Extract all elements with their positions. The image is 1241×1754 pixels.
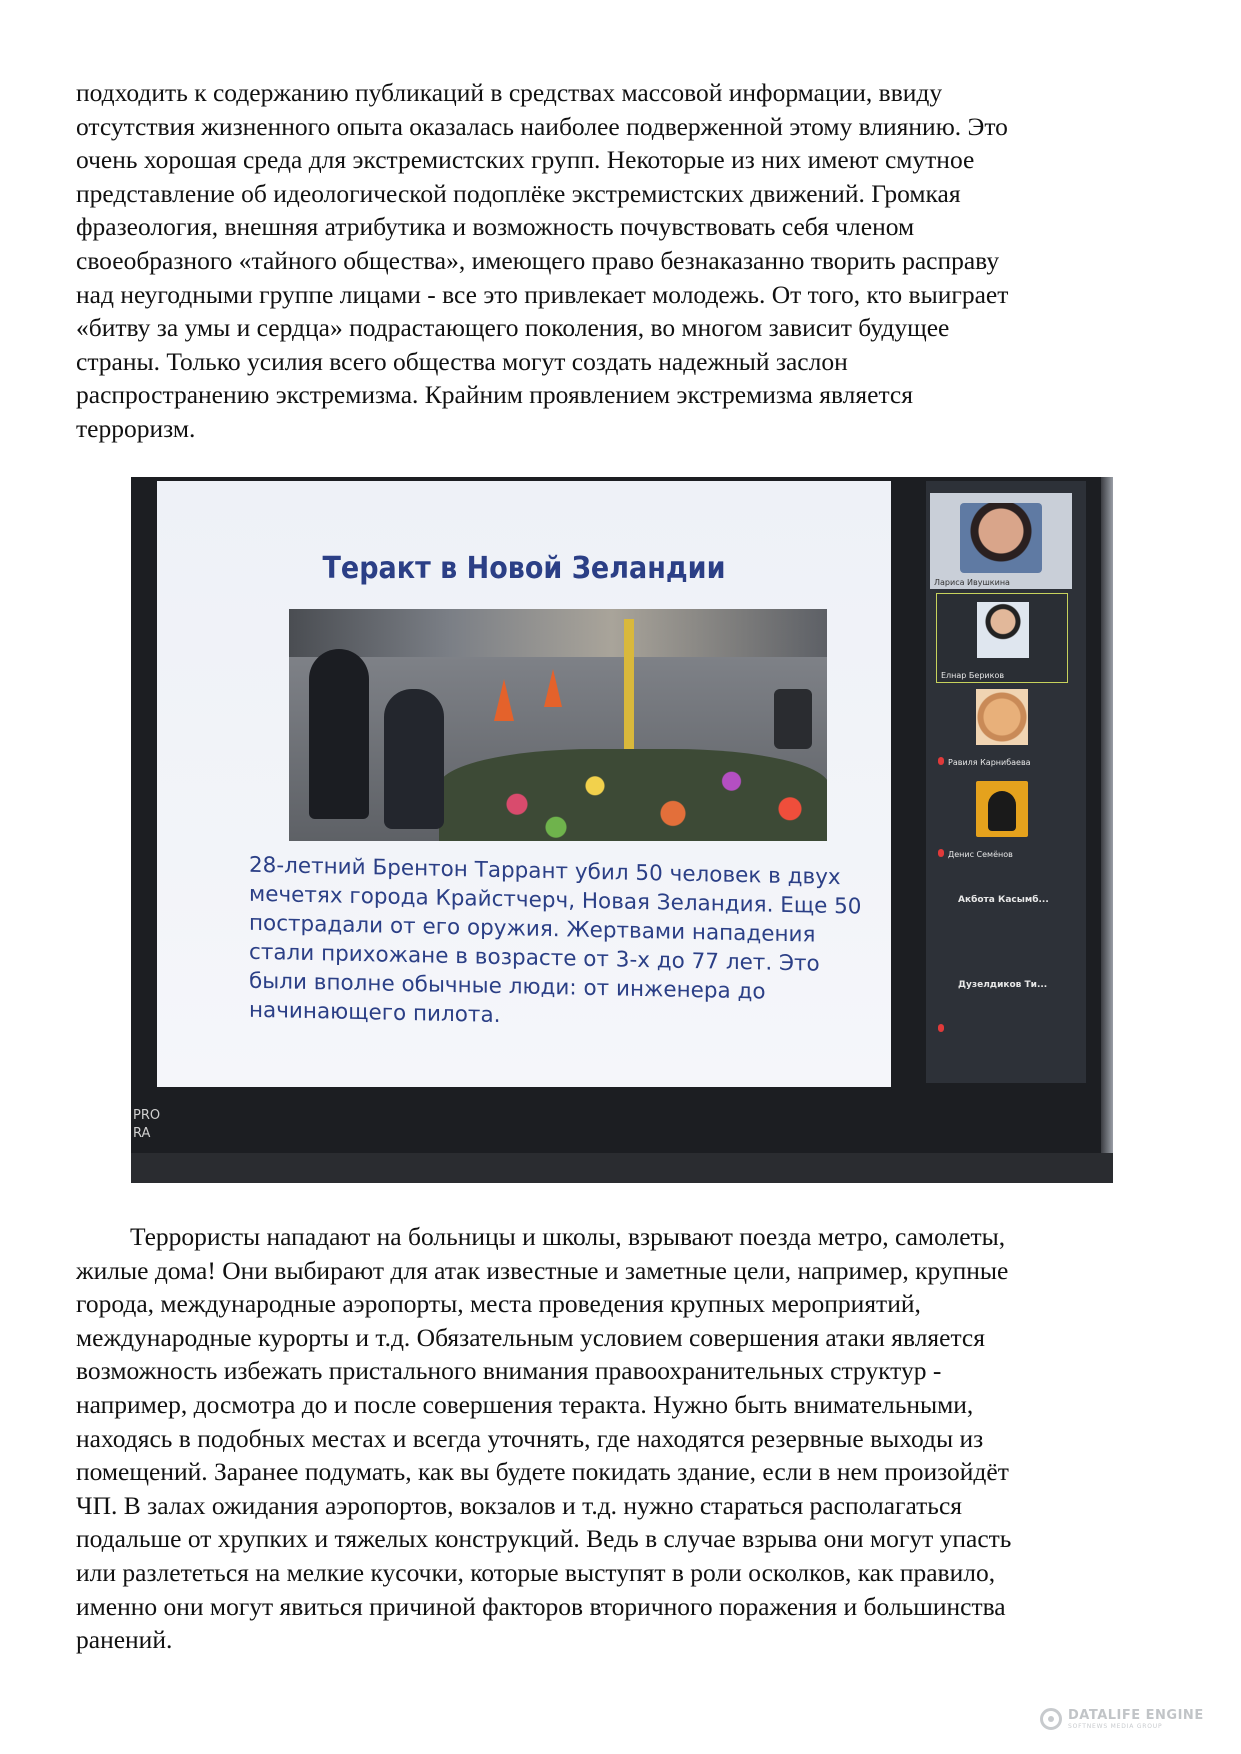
participant-tile[interactable] [936,946,1066,1034]
text-line: города, международные аэропорты, места проведения крупных мероприятий, [76,1289,921,1319]
slide-text-line: 28-летний Брентон Таррант убил 50 человек в двух [249,852,841,891]
text-line: ЧП. В залах ожидания аэропортов, вокзалов и т.д. нужно стараться располагаться [76,1490,962,1520]
photo-bin [774,689,812,749]
slide-body [249,851,862,1038]
text-line: очень хорошая среда для экстремистских групп. Некоторые из них имеют смутное [76,145,975,175]
text-line: распространению экстремизма. Крайним проявлением экстремизма является [76,380,913,410]
text-line: жилые дома! Они выбирают для атак известные и заметные цели, например, крупные [76,1255,1009,1285]
text-line: ранений. [76,1625,173,1655]
participant-tile[interactable] [936,593,1068,683]
participant-name: Дузелдиков Ти... [958,980,1048,990]
participant-name: Лариса Ивушкина [934,578,1010,587]
slide-text-line: были вполне обычные люди: от инженера до [249,968,766,1005]
traffic-cone-icon [494,679,514,721]
paragraph-terrorism [76,1220,1176,1657]
participant-tile[interactable] [930,493,1072,589]
photo-building [289,609,827,657]
participant-avatar [960,503,1042,573]
text-line: международные курорты и т.д. Обязательным условием совершения атаки является [76,1322,985,1352]
photo-person [309,649,369,819]
participant-name: Акбота Касымб... [958,895,1049,905]
participant-avatar [976,781,1028,837]
participant-tile[interactable] [936,773,1066,861]
text-line: подальше от хрупких и тяжелых конструкций. Ведь в случае взрыва они могут упасть [76,1524,1012,1554]
monitor-bezel-bottom [131,1153,1113,1183]
participant-name: Равиля Карнибаева [948,758,1031,767]
text-line: находясь в подобных местах и всегда уточнять, где находятся резервные выходы из [76,1423,984,1453]
video-participants-panel [926,481,1086,1083]
text-line: представление об идеологической подоплёке экстремистских движений. Громкая [76,178,961,208]
watermark [1040,1708,1204,1730]
text-line: «битву за умы и сердца» подрастающего поколения, во многом зависит будущее [76,313,950,343]
slide-text-line: пострадали от его оружия. Жертвами нападения [249,910,816,948]
muted-mic-icon [938,1024,944,1032]
text-line: фразеология, внешняя атрибутика и возможность почувствовать себя членом [76,212,915,242]
muted-mic-icon [938,849,944,857]
monitor-label [133,1107,160,1143]
photo-pole [624,619,634,769]
text-line: терроризм. [76,413,196,443]
participant-name: Денис Семёнов [948,850,1013,859]
text-line: своеобразного «тайного общества», имеющего право безнаказанно творить расправу [76,245,1000,275]
watermark-text [1068,1708,1204,1730]
monitor-label-line: RA [133,1126,151,1141]
text-line: Террористы нападают на больницы и школы, взрывают поезда метро, самолеты, [130,1222,1006,1251]
monitor-label-line: PRO [133,1108,161,1123]
monitor-photo [131,477,1113,1183]
text-line: например, досмотра до и после совершения теракта. Нужно быть внимательными, [76,1389,974,1419]
traffic-cone-icon [544,669,562,707]
participant-avatar [976,689,1028,745]
slide-text-line: начинающего пилота. [249,997,501,1028]
participant-avatar [977,602,1029,658]
presentation-slide [157,481,891,1087]
text-line: именно они могут явиться причиной факторов вторичного поражения и большинства [76,1591,1006,1621]
memorial-photo [289,609,827,841]
text-line: над неугодными группе лицами - все это привлекает молодежь. От того, кто выиграет [76,279,1009,309]
participant-tile[interactable] [936,861,1066,949]
photo-person [384,689,444,829]
text-line: отсутствия жизненного опыта оказалась наиболее подверженной этому влиянию. Это [76,111,1008,141]
datalife-logo-icon [1040,1708,1062,1730]
slide-text-line: стали прихожане в возрасте от 3-х до 77 лет. Это [249,939,820,977]
text-line: помещений. Заранее подумать, как вы будете покидать здание, если в нем произойдёт [76,1457,1009,1487]
monitor-bezel-right [1101,477,1113,1183]
slide-title: Теракт в Новой Зеландии [322,551,726,586]
participant-name: Елнар Бериков [941,671,1005,680]
text-line: подходить к содержанию публикаций в средствах массовой информации, ввиду [76,78,943,107]
watermark-sub: SOFTNEWS MEDIA GROUP [1068,1723,1163,1730]
slide-text-line: мечетях города Крайстчерч, Новая Зеландия. Еще 50 [249,881,862,920]
text-line: страны. Только усилия всего общества могут создать надежный заслон [76,346,848,376]
text-line: или разлететься на мелкие кусочки, которые выступят в роли осколков, как правило, [76,1557,996,1587]
text-line: возможность избежать пристального внимания правоохранительных структур - [76,1356,942,1386]
muted-mic-icon [938,757,944,765]
participant-tile[interactable] [936,681,1066,769]
watermark-main: DATALIFE ENGINE [1068,1708,1204,1723]
memorial-flowers [439,749,827,841]
paragraph-extremism [76,76,1176,446]
